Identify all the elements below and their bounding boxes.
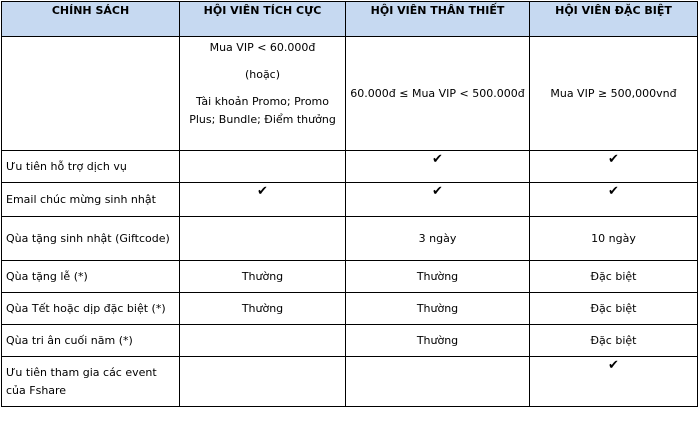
special-member-check-icon: ✔: [530, 183, 698, 217]
table-row: [2, 261, 698, 293]
active-member-cell: Thường: [180, 293, 346, 325]
policy-label: Qùa tri ân cuối năm (*): [2, 325, 180, 357]
table-row: [2, 357, 698, 407]
membership-policy-table: [1, 1, 698, 407]
active-member-cell: [180, 357, 346, 407]
special-member-cell: 10 ngày: [530, 217, 698, 261]
header-policy: CHÍNH SÁCH: [2, 2, 180, 37]
header-special-member: HỘI VIÊN ĐẶC BIỆT: [530, 2, 698, 37]
active-member-cell: [180, 151, 346, 183]
loyal-member-cell: Thường: [346, 261, 530, 293]
special-member-check-icon: ✔: [530, 357, 698, 407]
loyal-member-check-icon: ✔: [346, 183, 530, 217]
active-member-check-icon: ✔: [180, 183, 346, 217]
special-member-cell: Đặc biệt: [530, 293, 698, 325]
header-loyal-member: HỘI VIÊN THÂN THIẾT: [346, 2, 530, 37]
active-member-cell: Thường: [180, 261, 346, 293]
loyal-member-cell: Thường: [346, 293, 530, 325]
active-member-cell: [180, 217, 346, 261]
requirement-active-line-3: Tài khoản Promo; Promo Plus; Bundle; Điểm thưởng: [189, 95, 336, 126]
requirement-loyal-member: 60.000đ ≤ Mua VIP < 500.000đ: [346, 37, 530, 151]
loyal-member-cell: 3 ngày: [346, 217, 530, 261]
requirement-row: [2, 37, 698, 151]
policy-label: Qùa Tết hoặc dịp đặc biệt (*): [2, 293, 180, 325]
requirement-active-line-2: (hoặc): [244, 68, 281, 81]
header-row: [2, 2, 698, 37]
special-member-cell: Đặc biệt: [530, 261, 698, 293]
policy-label: Ưu tiên hỗ trợ dịch vụ: [2, 151, 180, 183]
policy-label: Email chúc mừng sinh nhật: [2, 183, 180, 217]
policy-label: Qùa tặng lễ (*): [2, 261, 180, 293]
special-member-cell: Đặc biệt: [530, 325, 698, 357]
policy-label: Ưu tiên tham gia các event của Fshare: [2, 357, 180, 407]
requirement-active-line-1: Mua VIP < 60.000đ: [209, 41, 316, 54]
requirement-label-cell: [2, 37, 180, 151]
header-active-member: HỘI VIÊN TÍCH CỰC: [180, 2, 346, 37]
loyal-member-check-icon: ✔: [346, 151, 530, 183]
loyal-member-cell: Thường: [346, 325, 530, 357]
table-row: [2, 217, 698, 261]
policy-label: Qùa tặng sinh nhật (Giftcode): [2, 217, 180, 261]
table-row: [2, 293, 698, 325]
special-member-check-icon: ✔: [530, 151, 698, 183]
table-row: [2, 151, 698, 183]
table-row: [2, 325, 698, 357]
requirement-active-member: [180, 37, 346, 151]
requirement-special-member: Mua VIP ≥ 500,000vnđ: [530, 37, 698, 151]
table-row: [2, 183, 698, 217]
loyal-member-cell: [346, 357, 530, 407]
active-member-cell: [180, 325, 346, 357]
